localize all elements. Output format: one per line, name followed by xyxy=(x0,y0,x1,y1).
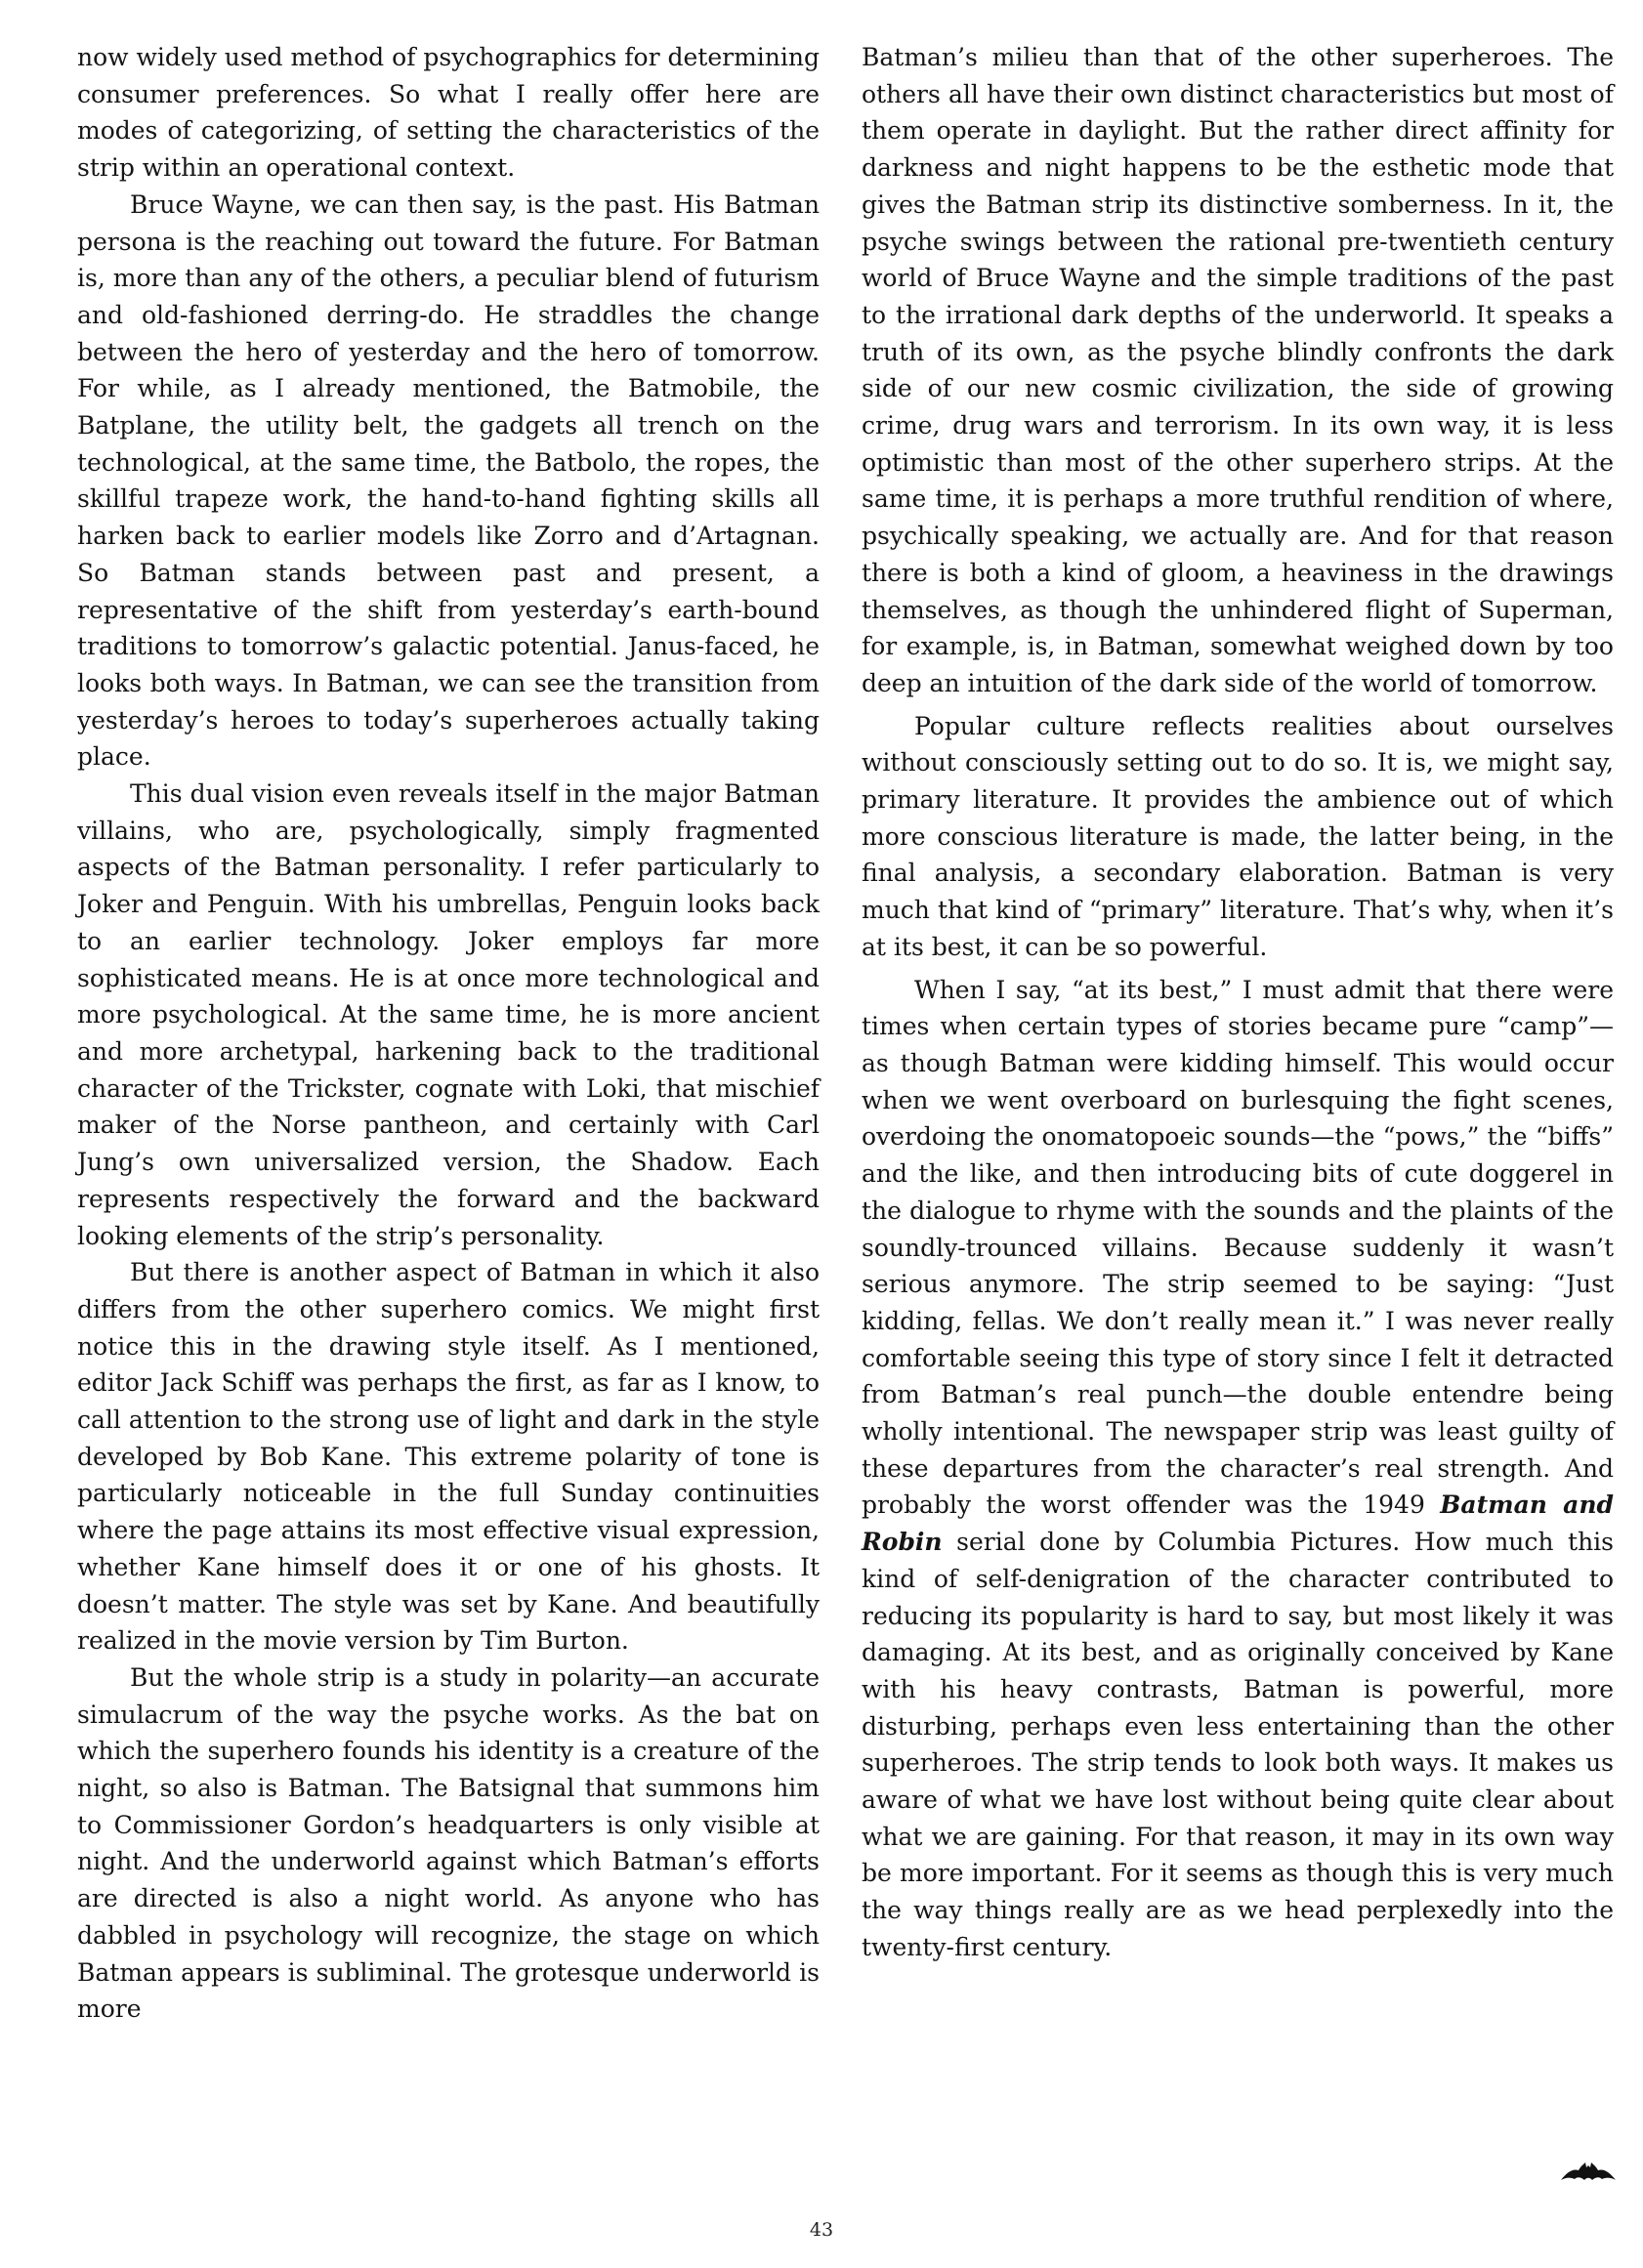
paragraph: But there is another aspect of Batman in which it also differs from the other superhero comics. We might first notice this in the drawing style itself. As I mentioned, editor Jack Schiff was perhaps the first, as far as I know, to call attention to the strong use of light and dark in the style developed by Bob Kane. This extreme polarity of tone is particularly noticeable in the full Sunday continuities where the page attains its most effective visual expression, whether Kane himself does it or one of his ghosts. It doesn’t matter. The style was set by Kane. And beautifully realized in the movie version by Tim Burton. xyxy=(77,1258,820,1656)
paragraph xyxy=(862,972,1614,1966)
paragraph: Bruce Wayne, we can then say, is the past. His Batman persona is the reaching out toward the future. For Batman is, more than any of the others, a peculiar blend of futurism and old-fashioned derring-do. He straddles the change between the hero of yesterday and the hero of tomorrow. For while, as I already mentioned, the Batmobile, the Batplane, the utility belt, the gadgets all trench on the technological, at the same time, the Batbolo, the ropes, the skillful trapeze work, the hand-to-hand fighting skills all harken back to earlier models like Zorro and d’Artagnan. So Batman stands between past and present, a representative of the shift from yesterday’s earth-bound traditions to tomorrow’s galactic potential. Janus-faced, he looks both ways. In Batman, we can see the transition from yesterday’s heroes to today’s superheroes actually taking place. xyxy=(77,189,820,772)
film-title: Batman and Robin xyxy=(862,1491,1614,1557)
page-number: 43 xyxy=(809,2219,834,2241)
paragraph: But the whole strip is a study in polarity—an accurate simulacrum of the way the psyche works. As the bat on which the superhero founds his identity is a creature of the night, so also is Batman. The Batsignal that summons him to Commissioner Gordon’s headquarters is only visible at night. And the underworld against which Batman’s efforts are directed is also a night world. As anyone who has dabbled in psychology will recognize, the stage on which Batman appears is subliminal. The grotesque underworld is more xyxy=(77,1662,820,2024)
left-column xyxy=(77,39,820,2028)
paragraph-text: serial done by Columbia Pictures. How much this kind of self-denigration of the character contributed to reducing its popularity is hard to say, but most likely it was damaging. At its best, and as originally conceived by Kane with his heavy contrasts, Batman is powerful, more disturbing, perhaps even less entertaining than the other superheroes. The strip tends to look both ways. It makes us aware of what we have lost without being quite clear about what we are gaining. For that reason, it may in its own way be more important. For it seems as though this is very much the way things really are as we head perplexedly into the twenty-first century. xyxy=(862,1528,1614,1961)
paragraph: This dual vision even reveals itself in the major Batman villains, who are, psychologically, simply fragmented aspects of the Batman personality. I refer particularly to Joker and Penguin. With his umbrellas, Penguin looks back to an earlier technology. Joker employs far more sophisticated means. He is at once more technological and more psychological. At the same time, he is more ancient and more archetypal, harkening back to the traditional character of the Trickster, cognate with Loki, that mischief maker of the Norse pantheon, and certainly with Carl Jung’s own universalized version, the Shadow. Each represents respectively the forward and the backward looking elements of the strip’s personality. xyxy=(77,779,820,1250)
paragraph: Popular culture reflects realities about ourselves without consciously setting out to do so. It is, we might say, primary literature. It provides the ambience out of which more conscious literature is made, the latter being, in the final analysis, a secondary elaboration. Batman is very much that kind of “primary” literature. That’s why, when it’s at its best, it can be so powerful. xyxy=(862,711,1614,961)
paragraph: Batman’s milieu than that of the other superheroes. The others all have their own distinct characteristics but most of them operate in daylight. But the rather direct affinity for darkness and night happens to be the esthetic mode that gives the Batman strip its distinctive somberness. In it, the psyche swings between the rational pre-twentieth century world of Bruce Wayne and the simple traditions of the past to the irrational dark depths of the underworld. It speaks a truth of its own, as the psyche blindly confronts the dark side of our new cosmic civilization, the side of growing crime, drug wars and terrorism. In its own way, it is less optimistic than most of the other superhero strips. At the same time, it is perhaps a more truthful rendition of where, psychically speaking, we actually are. And for that reason there is both a kind of gloom, a heaviness in the drawings themselves, as though the unhindered flight of Superman, for example, is, in Batman, somewhat weighed down by too deep an intuition of the dark side of the world of tomorrow. xyxy=(862,43,1614,697)
paragraph-text: When I say, “at its best,” I must admit that there were times when certain types of stories became pure “camp”— as though Batman were kidding himself. This would occur when we went overboard on burlesquing the fight scenes, overdoing the onomatopoeic sounds—the “pows,” the “biffs” and the like, and then introducing bits of cute doggerel in the dialogue to rhyme with the sounds and the plaints of the soundly-trounced villains. Because suddenly it wasn’t serious anymore. The strip seemed to be saying: “Just kidding, fellas. We don’t really mean it.” I was never really comfortable seeing this type of story since I felt it detracted from Batman’s real punch—the double entendre being wholly intentional. The newspaper strip was least guilty of these departures from the character’s real strength. And probably the worst offender was the 1949 xyxy=(862,975,1614,1520)
bat-icon xyxy=(1559,2159,1618,2182)
paragraph: now widely used method of psychographics for determining consumer preferences. So what I really offer here are modes of categorizing, of setting the characteristics of the strip within an operational context. xyxy=(77,43,820,183)
right-column xyxy=(862,39,1614,1966)
